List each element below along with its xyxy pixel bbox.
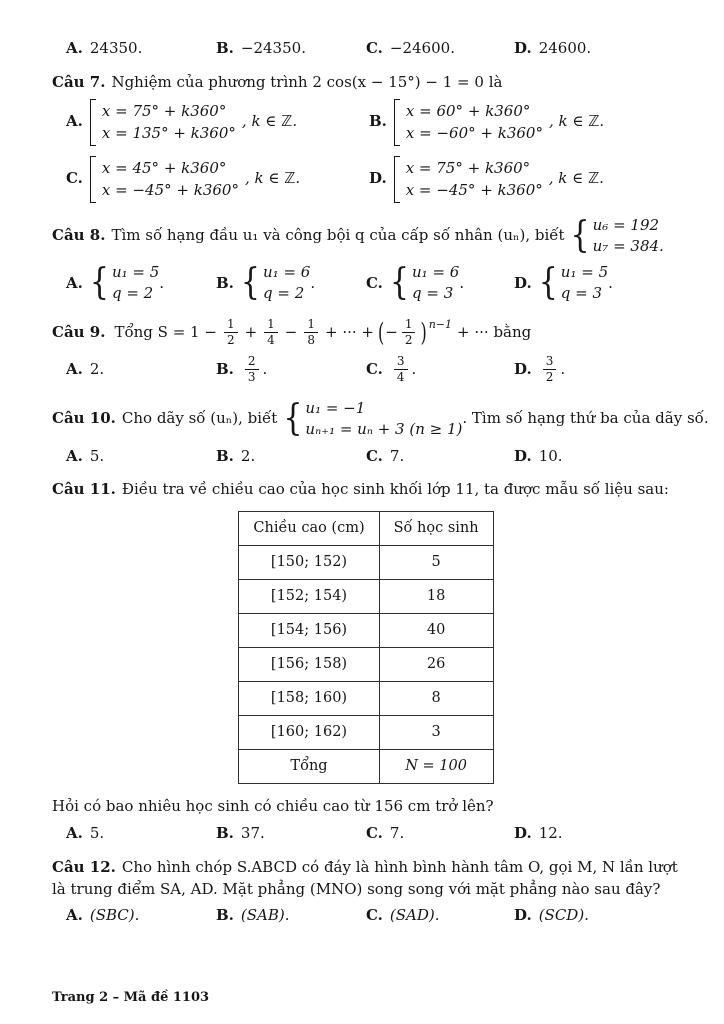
page-footer: Trang 2 – Mã đề 1103 — [52, 990, 210, 1006]
q6-options-row — [66, 38, 680, 60]
q12-option-a — [66, 905, 216, 927]
q8-option-a — [66, 262, 216, 305]
equation-lines — [593, 215, 664, 258]
left-brace-icon: { — [89, 261, 109, 304]
q9-option-a — [66, 359, 216, 381]
option-text: 37. — [240, 824, 265, 843]
equation-lines — [561, 262, 608, 305]
option-suffix: , k ∈ ℤ. — [244, 169, 301, 188]
option-label: C. — [366, 360, 383, 379]
question-10 — [52, 397, 709, 467]
q10-option-d — [514, 446, 680, 468]
fraction-denominator: 4 — [267, 333, 275, 348]
option-label: B. — [216, 39, 234, 57]
option-text: (SBC). — [89, 906, 140, 925]
q10-option-a — [66, 446, 216, 468]
option-suffix: . — [459, 273, 465, 292]
height-frequency-table — [238, 511, 493, 784]
operator: + — [244, 322, 258, 341]
left-bracket-icon — [394, 156, 400, 203]
student-count: 8 — [379, 682, 493, 716]
equation-line: q = 3 — [412, 284, 454, 303]
equation-line: x = 60° + k360° — [405, 101, 531, 120]
cases-system — [390, 262, 459, 305]
question-12 — [52, 857, 680, 927]
left-bracket-icon — [394, 99, 400, 146]
question-9 — [52, 317, 680, 386]
fraction-numerator: 1 — [264, 317, 278, 334]
cases-system — [241, 262, 310, 305]
student-count: 40 — [379, 614, 493, 648]
option-text: 24350. — [89, 39, 143, 57]
option-label: B. — [216, 360, 234, 379]
fraction — [245, 354, 259, 386]
option-label: C. — [366, 906, 383, 925]
cases-system — [539, 262, 608, 305]
option-label: B. — [216, 824, 234, 843]
height-interval: [152; 154) — [239, 580, 379, 614]
bracket-system — [394, 99, 543, 146]
option-suffix: . — [608, 273, 613, 292]
table-row — [239, 614, 493, 648]
q11-question: Hỏi có bao nhiêu học sinh có chiều cao từ 156 cm trở lên? — [52, 797, 494, 816]
student-count: 3 — [379, 716, 493, 750]
stem-text: Tổng S = 1 − — [114, 322, 217, 341]
stem-text: + ··· bằng — [457, 322, 532, 341]
option-text: 7. — [389, 446, 405, 465]
stem-text: Cho hình chóp S.ABCD có đáy là hình bình hành tâm O, gọi M, N lần lượt là trung điểm SA, AD. Mặt phẳng (MNO) song song với mặt phẳng nào sau đây? — [52, 857, 678, 898]
student-count: 5 — [379, 546, 493, 580]
fraction-numerator: 1 — [304, 317, 318, 334]
equation-line: q = 2 — [263, 284, 305, 303]
fraction-denominator: 3 — [247, 370, 256, 385]
equation-line: x = −60° + k360° — [405, 124, 543, 142]
q7-stem — [52, 72, 680, 94]
left-brace-icon: { — [538, 261, 558, 304]
equation-line: uₙ₊₁ = uₙ + 3 (n ≥ 1) — [305, 420, 463, 439]
exponent: n−1 — [428, 317, 453, 331]
stem-text: Điều tra về chiều cao của học sinh khối lớp 11, ta được mẫu số liệu sau: — [121, 480, 669, 499]
fraction-denominator: 2 — [226, 333, 235, 348]
student-count: 26 — [379, 648, 493, 682]
option-suffix: . — [262, 360, 268, 379]
option-label: B. — [369, 112, 387, 131]
option-suffix: . — [159, 273, 165, 292]
table-row — [239, 580, 493, 614]
q12-option-d — [514, 905, 680, 927]
fraction — [224, 317, 238, 349]
option-text: 5. — [89, 824, 105, 843]
q11-stem — [52, 479, 680, 501]
option-text: −24600. — [389, 39, 455, 57]
q6-option-c — [366, 38, 514, 60]
question-number: Câu 12. — [52, 857, 116, 876]
option-text: −24350. — [240, 39, 306, 57]
q9-options — [66, 354, 680, 386]
option-label: C. — [366, 39, 383, 57]
option-suffix: . — [310, 273, 316, 292]
table-row — [239, 682, 493, 716]
left-bracket-icon — [90, 99, 96, 146]
q10-option-c — [366, 446, 514, 468]
option-label: A. — [66, 360, 83, 379]
q9-option-d — [514, 354, 680, 386]
left-bracket-icon — [90, 156, 96, 203]
fraction-denominator: 2 — [404, 333, 413, 348]
option-label: C. — [366, 446, 383, 465]
q9-option-c — [366, 354, 514, 386]
operator: + ··· + — [325, 322, 374, 341]
open-paren-icon: ( — [378, 317, 385, 348]
q7-option-a — [66, 99, 369, 146]
equation-lines — [102, 99, 236, 146]
table-total-row — [239, 750, 493, 784]
equation-lines — [406, 99, 543, 146]
column-header: Chiều cao (cm) — [239, 512, 379, 546]
question-number: Câu 10. — [52, 409, 116, 428]
option-label: A. — [66, 39, 83, 57]
left-brace-icon: { — [283, 397, 303, 440]
option-label: B. — [216, 446, 234, 465]
q10-stem — [52, 397, 709, 441]
table-row — [239, 648, 493, 682]
q11-options — [66, 823, 680, 845]
q11-option-d — [514, 823, 680, 845]
table-row — [239, 546, 493, 580]
question-number: Câu 9. — [52, 322, 106, 341]
question-11 — [52, 479, 680, 844]
option-suffix: , k ∈ ℤ. — [548, 169, 604, 188]
bracket-system — [90, 156, 239, 203]
q7-option-d — [369, 156, 680, 203]
question-number: Câu 7. — [52, 72, 106, 91]
q12-stem — [52, 857, 680, 901]
stem-text: Tìm số hạng đầu u₁ và công bội q của cấp số nhân (uₙ), biết — [111, 225, 565, 244]
q8-options — [66, 262, 680, 305]
question-number: Câu 8. — [52, 225, 106, 244]
column-header: Số học sinh — [379, 512, 493, 546]
option-label: A. — [66, 112, 83, 131]
height-interval: [150; 152) — [239, 546, 379, 580]
q9-stem — [52, 317, 680, 349]
equation-line: u₁ = 5 — [560, 263, 609, 282]
option-text: 12. — [538, 824, 563, 843]
q7-option-c — [66, 156, 369, 203]
q8-option-b — [216, 262, 366, 305]
option-label: D. — [514, 39, 532, 57]
option-text: 7. — [389, 824, 405, 843]
fraction-numerator: 3 — [394, 354, 408, 371]
table-header-row — [239, 512, 493, 546]
height-interval: [158; 160) — [239, 682, 379, 716]
q6-option-d — [514, 38, 680, 60]
q8-option-d — [514, 262, 680, 305]
equation-line: u₆ = 192 — [592, 215, 660, 234]
q9-option-b — [216, 354, 366, 386]
equation-lines — [102, 156, 239, 203]
q7-option-b — [369, 99, 680, 146]
equation-lines — [112, 262, 159, 305]
option-label: D. — [514, 446, 532, 465]
q11-option-b — [216, 823, 366, 845]
question-number: Câu 11. — [52, 480, 116, 499]
equation-line: u₁ = −1 — [305, 399, 366, 418]
equation-lines — [406, 156, 543, 203]
option-label: D. — [514, 360, 532, 379]
fraction — [394, 354, 408, 386]
stem-text: . Tìm số hạng thứ ba của dãy số. — [462, 409, 709, 428]
fraction-numerator: 2 — [245, 354, 259, 371]
cases-system — [283, 398, 462, 441]
option-label: A. — [66, 906, 83, 925]
q10-option-b — [216, 446, 366, 468]
option-text: 5. — [89, 446, 105, 465]
fraction-denominator: 4 — [396, 370, 405, 385]
option-label: A. — [66, 273, 83, 292]
option-label: B. — [216, 273, 234, 292]
option-text: 2. — [89, 360, 105, 379]
cases-system — [571, 215, 664, 258]
option-suffix: . — [411, 360, 417, 379]
question-8 — [52, 215, 680, 305]
close-paren-icon: ) — [420, 317, 427, 348]
q8-option-c — [366, 262, 514, 305]
fraction — [402, 317, 416, 349]
cases-system — [90, 262, 159, 305]
option-label: A. — [66, 446, 83, 465]
option-label: A. — [66, 824, 83, 843]
equation-lines — [412, 262, 459, 305]
option-label: C. — [366, 824, 383, 843]
left-brace-icon: { — [240, 261, 260, 304]
equation-line: x = 135° + k360° — [101, 124, 236, 142]
equation-line: x = −45° + k360° — [101, 181, 239, 199]
equation-line: q = 2 — [111, 284, 154, 303]
fraction-numerator: 1 — [402, 317, 416, 334]
option-label: D. — [514, 824, 532, 843]
q8-stem — [52, 215, 680, 258]
option-suffix: , k ∈ ℤ. — [548, 112, 605, 131]
option-suffix: , k ∈ ℤ. — [241, 112, 298, 131]
equation-lines — [263, 262, 310, 305]
total-label: Tổng — [239, 750, 379, 784]
fraction — [264, 317, 278, 349]
question-7 — [52, 72, 680, 203]
option-suffix: . — [560, 360, 566, 379]
option-label: C. — [366, 273, 383, 292]
q11-option-c — [366, 823, 514, 845]
option-label: C. — [66, 169, 83, 188]
q12-option-c — [366, 905, 514, 927]
q6-option-a — [66, 38, 216, 60]
q10-options — [66, 446, 680, 468]
equation-line: x = 45° + k360° — [101, 158, 227, 177]
left-brace-icon: { — [389, 261, 409, 304]
equation-line: u₁ = 6 — [412, 263, 460, 282]
option-text: (SAB). — [240, 906, 290, 925]
height-interval: [154; 156) — [239, 614, 379, 648]
height-interval: [160; 162) — [239, 716, 379, 750]
q12-option-b — [216, 905, 366, 927]
stem-text: Cho dãy số (uₙ), biết — [121, 409, 278, 428]
option-text: (SAD). — [389, 906, 440, 925]
minus-sign: − — [385, 322, 398, 341]
equation-line: q = 3 — [560, 284, 603, 303]
q11-option-a — [66, 823, 216, 845]
equation-line: x = 75° + k360° — [405, 158, 531, 177]
option-text: 10. — [538, 446, 563, 465]
option-text: 24600. — [538, 39, 592, 57]
equation-line: u₁ = 6 — [263, 263, 311, 282]
height-interval: [156; 158) — [239, 648, 379, 682]
total-count: N = 100 — [379, 750, 493, 784]
table-row — [239, 716, 493, 750]
fraction — [543, 354, 557, 386]
option-label: D. — [369, 169, 387, 188]
left-brace-icon: { — [570, 214, 590, 257]
equation-line: x = −45° + k360° — [405, 181, 543, 199]
bracket-system — [90, 99, 236, 146]
option-label: D. — [514, 906, 532, 925]
bracket-system — [394, 156, 543, 203]
fraction-numerator: 1 — [224, 317, 238, 334]
operator: − — [284, 322, 298, 341]
fraction-denominator: 8 — [307, 333, 316, 348]
option-label: D. — [514, 273, 532, 292]
equation-lines — [305, 398, 462, 441]
option-label: B. — [216, 906, 234, 925]
q12-options — [66, 905, 680, 927]
fraction-denominator: 2 — [545, 370, 554, 385]
option-text: (SCD). — [538, 906, 589, 925]
fraction — [304, 317, 318, 349]
option-text: 2. — [240, 446, 256, 465]
student-count: 18 — [379, 580, 493, 614]
stem-text: Nghiệm của phương trình 2 cos(x − 15°) − 1 = 0 là — [111, 72, 503, 91]
q7-options — [66, 99, 680, 203]
equation-line: u₁ = 5 — [111, 263, 160, 282]
fraction-numerator: 3 — [543, 354, 557, 371]
equation-line: x = 75° + k360° — [101, 101, 227, 120]
equation-line: u₇ = 384. — [592, 236, 664, 255]
q6-option-b — [216, 38, 366, 60]
